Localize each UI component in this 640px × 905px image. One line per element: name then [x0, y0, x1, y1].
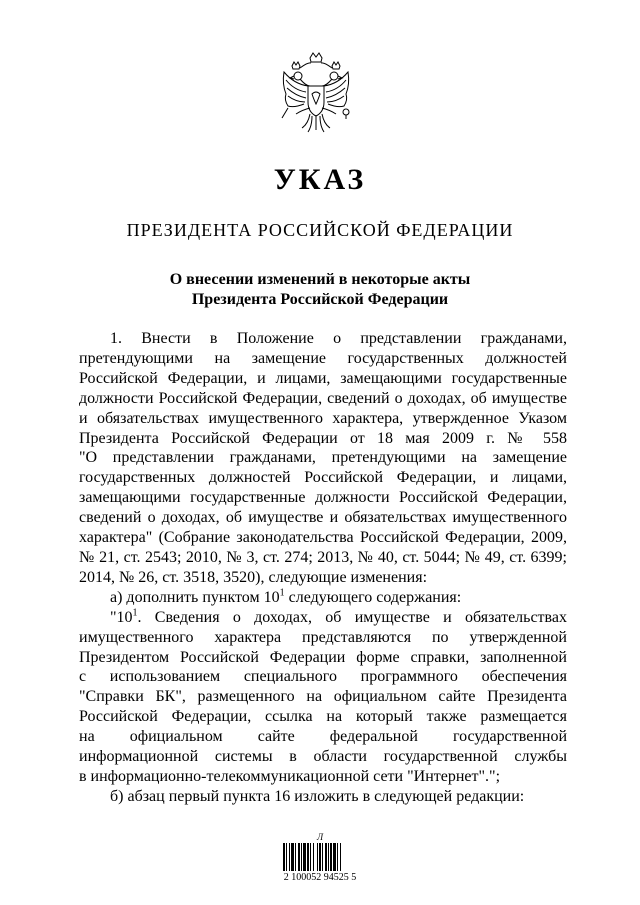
barcode-bar	[333, 843, 336, 871]
text-line: "Справки БК", размещенного на официальном сайте Президента	[79, 688, 567, 706]
text-line: Президентом Российской Федерации форме справки, заполненной	[79, 648, 567, 666]
barcode-bar	[319, 843, 321, 871]
barcode-bar	[289, 843, 290, 871]
barcode-bar	[307, 843, 309, 871]
text-line: сведений о доходах, об имуществе и обязательствах имущественного	[79, 509, 567, 527]
document-subtitle: ПРЕЗИДЕНТА РОССИЙСКОЙ ФЕДЕРАЦИИ	[126, 220, 514, 240]
text-line: имущественного характера представляются по утвержденной	[79, 628, 567, 646]
text-line: Российской Федерации, ссылка на который также размещается	[79, 708, 567, 726]
barcode-bar	[301, 843, 302, 871]
barcode-bar	[313, 843, 314, 871]
superscript: 1	[279, 587, 285, 599]
barcode-bar	[291, 843, 294, 871]
text-fragment: . Сведения о доходах, об имуществе и обязательствах	[137, 608, 567, 626]
barcode-bar	[340, 843, 341, 871]
barcode-bar	[303, 843, 306, 871]
text-line: должности Российской Федерации, сведений о доходах, об имуществе	[79, 389, 567, 407]
text-line: № 21, ст. 2543; 2010, № 3, ст. 274; 2013, № 40, ст. 5044; № 49, ст. 6399;	[79, 548, 567, 566]
text-line: претендующими на замещение государственных должностей	[79, 349, 567, 367]
paragraph-4: б) абзац первый пункта 16 изложить в следующей редакции:	[110, 787, 525, 805]
barcode-bar	[286, 843, 287, 871]
text-line: с использованием специального программного обеспечения	[79, 668, 567, 686]
barcode-bars-icon	[282, 843, 358, 871]
heading-line-2: Президента Российской Федерации	[191, 291, 449, 308]
heading-line-1: О внесении изменений в некоторые акты	[169, 271, 471, 288]
text-line: в информационно-телекоммуникационной сети "Интернет".";	[79, 767, 501, 785]
text-line: информационной системы в области государственной службы	[79, 748, 567, 766]
barcode-bar	[328, 843, 329, 871]
paragraph-1	[79, 329, 567, 588]
text-line: на официальном сайте федеральной государственной	[79, 728, 567, 746]
barcode-bar	[330, 843, 332, 871]
text-line: 1. Внести в Положение о представлении гражданами,	[110, 330, 567, 347]
text-line: замещающими государственные должности Российской Федерации,	[79, 489, 567, 507]
text-line: государственных должностей Российской Федерации, и лицами,	[79, 469, 567, 487]
barcode-bar	[310, 843, 311, 871]
document-heading	[0, 270, 640, 310]
text-fragment: "10	[110, 608, 133, 626]
coat-of-arms-emblem	[274, 48, 358, 140]
text-line: Президента Российской Федерации от 18 мая 2009 г. № 558	[79, 429, 567, 447]
text-line: характера" (Собрание законодательства Российской Федерации, 2009,	[79, 529, 567, 547]
barcode-bar	[317, 843, 318, 871]
barcode-bar	[337, 843, 338, 871]
text-line	[79, 608, 567, 628]
text-line: и обязательствах имущественного характера, утвержденное Указом	[79, 409, 567, 427]
document-title: УКАЗ	[273, 163, 367, 196]
barcode-mark: Л	[316, 832, 324, 842]
barcode-number: 2 100052 94525 5	[283, 872, 357, 883]
paragraph-3	[79, 608, 567, 787]
barcode-bar	[325, 843, 327, 871]
text-line: "О представлении гражданами, претендующими на замещение	[79, 449, 567, 467]
text-line: Российской Федерации, и лицами, замещающими государственные	[79, 369, 567, 387]
barcode-bar	[295, 843, 296, 871]
barcode	[282, 832, 358, 882]
barcode-bar	[298, 843, 300, 871]
text-line: 2014, № 26, ст. 3518, 3520), следующие изменения:	[79, 568, 428, 586]
text-fragment: следующего содержания:	[284, 588, 462, 606]
document-body	[79, 329, 567, 807]
paragraph-2	[79, 588, 567, 608]
barcode-bar	[283, 843, 285, 871]
barcode-bar	[322, 843, 323, 871]
double-headed-eagle-icon	[274, 48, 358, 140]
text-fragment: а) дополнить пунктом 10	[110, 588, 280, 606]
superscript: 1	[132, 607, 138, 619]
